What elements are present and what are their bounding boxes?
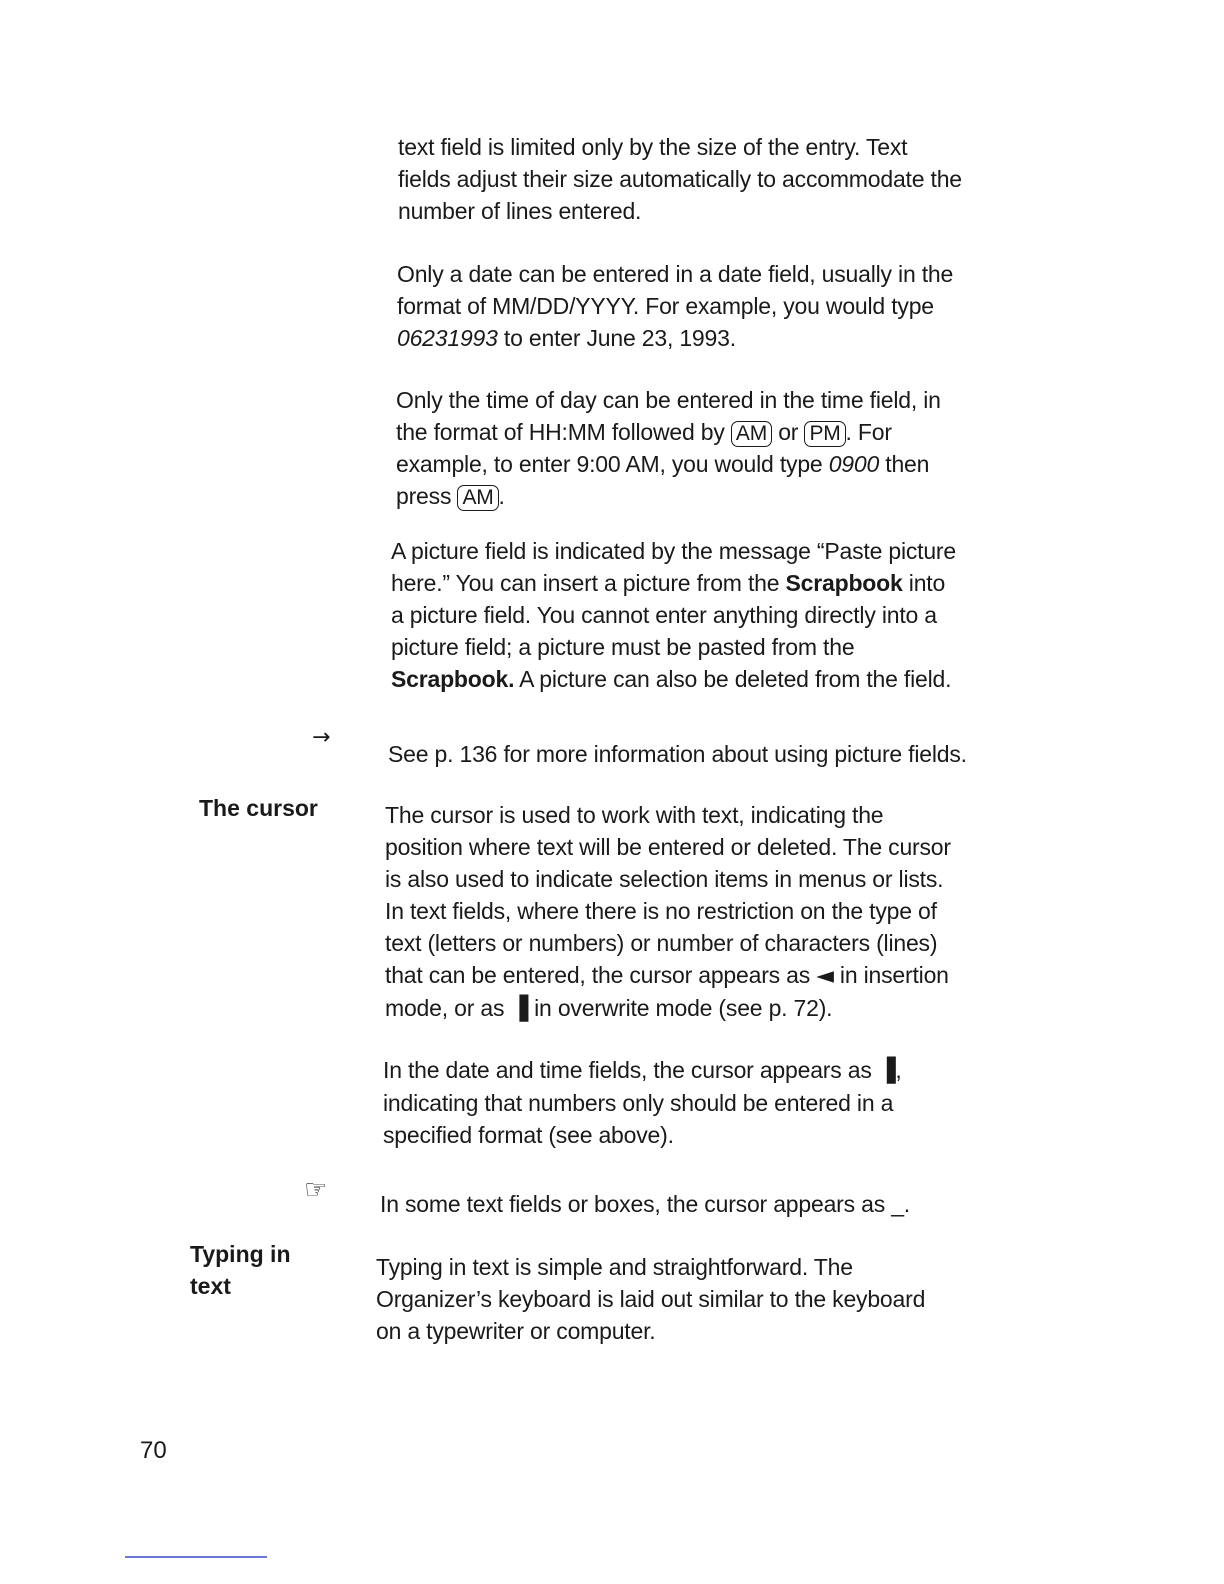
text-line: position where text will be entered or deleted. The cursor bbox=[385, 834, 951, 860]
scrapbook-term: Scrapbook bbox=[785, 570, 903, 596]
text-line: See p. 136 for more information about using picture fields. bbox=[388, 741, 967, 767]
time-field-paragraph bbox=[396, 384, 1076, 512]
text-line: A picture field is indicated by the message “Paste picture bbox=[391, 538, 956, 564]
text-line: picture field; a picture must be pasted from the bbox=[391, 634, 855, 660]
section-heading-typing bbox=[190, 1238, 291, 1302]
text-line: 06231993 to enter June 23, 1993. bbox=[397, 325, 736, 351]
cursor-paragraph bbox=[385, 799, 1085, 1025]
date-field-paragraph bbox=[397, 258, 1077, 354]
text-line: Only the time of day can be entered in the time field, in bbox=[396, 387, 941, 413]
text-line: Scrapbook. A picture can also be deleted from the field. bbox=[391, 666, 952, 692]
pm-key: PM bbox=[804, 421, 845, 447]
text-line: Only a date can be entered in a date field, usually in the bbox=[397, 261, 954, 287]
heading-line: text bbox=[190, 1273, 231, 1299]
time-example-code: 0900 bbox=[828, 451, 880, 477]
text-line: format of MM/DD/YYYY. For example, you would type bbox=[397, 293, 934, 319]
text-line: text (letters or numbers) or number of characters (lines) bbox=[385, 930, 938, 956]
text-line: the format of HH:MM followed by AM or PM . For bbox=[396, 419, 892, 445]
text-line: In text fields, where there is no restriction on the type of bbox=[385, 898, 937, 924]
am-key: AM bbox=[457, 485, 498, 511]
cursor-date-paragraph bbox=[383, 1054, 1083, 1151]
text-line: Organizer’s keyboard is laid out similar to the keyboard bbox=[376, 1286, 926, 1312]
text-line: a picture field. You cannot enter anything directly into a bbox=[391, 602, 937, 628]
typing-paragraph bbox=[376, 1251, 1076, 1347]
text-line: example, to enter 9:00 AM, you would type 0900 then bbox=[396, 451, 930, 477]
text-line: on a typewriter or computer. bbox=[376, 1318, 656, 1344]
overwrite-cursor-icon: ▐ bbox=[510, 996, 528, 1022]
text-line: press AM . bbox=[396, 483, 505, 509]
text-line: indicating that numbers only should be entered in a bbox=[383, 1090, 894, 1116]
section-heading-cursor: The cursor bbox=[199, 795, 318, 821]
scrapbook-term: Scrapbook. bbox=[391, 666, 515, 692]
text-line: specified format (see above). bbox=[383, 1122, 674, 1148]
insertion-cursor-icon: ◄ bbox=[816, 963, 834, 989]
text-line: number of lines entered. bbox=[398, 198, 642, 224]
text-line: In the date and time fields, the cursor appears as ▐, bbox=[383, 1057, 902, 1084]
page-number: 70 bbox=[140, 1437, 167, 1464]
text-line: fields adjust their size automatically to accommodate the bbox=[398, 166, 962, 192]
text-line: is also used to indicate selection items in menus or lists. bbox=[385, 866, 944, 892]
pointing-hand-icon: ☞ bbox=[304, 1175, 328, 1205]
heading-line: Typing in bbox=[190, 1241, 291, 1267]
tip-note bbox=[380, 1188, 1080, 1220]
am-key: AM bbox=[731, 421, 772, 447]
arrow-icon: → bbox=[312, 725, 331, 750]
footer-rule bbox=[125, 1556, 267, 1558]
text-line: mode, or as ▐ in overwrite mode (see p. 72). bbox=[385, 995, 833, 1022]
see-note bbox=[388, 738, 1088, 770]
text-line: that can be entered, the cursor appears as ◄ in insertion bbox=[385, 962, 949, 989]
text-field-paragraph bbox=[398, 131, 1078, 227]
date-example-code: 06231993 bbox=[397, 325, 498, 351]
picture-field-paragraph bbox=[391, 535, 1081, 695]
block-cursor-icon: ▐ bbox=[877, 1058, 896, 1084]
text-line: text field is limited only by the size of the entry. Text bbox=[398, 134, 908, 160]
text-line: In some text fields or boxes, the cursor appears as _. bbox=[380, 1191, 910, 1217]
text-line: The cursor is used to work with text, indicating the bbox=[385, 802, 884, 828]
text-line: Typing in text is simple and straightforward. The bbox=[376, 1254, 853, 1280]
text-line: here.” You can insert a picture from the Scrapbook into bbox=[391, 570, 946, 596]
